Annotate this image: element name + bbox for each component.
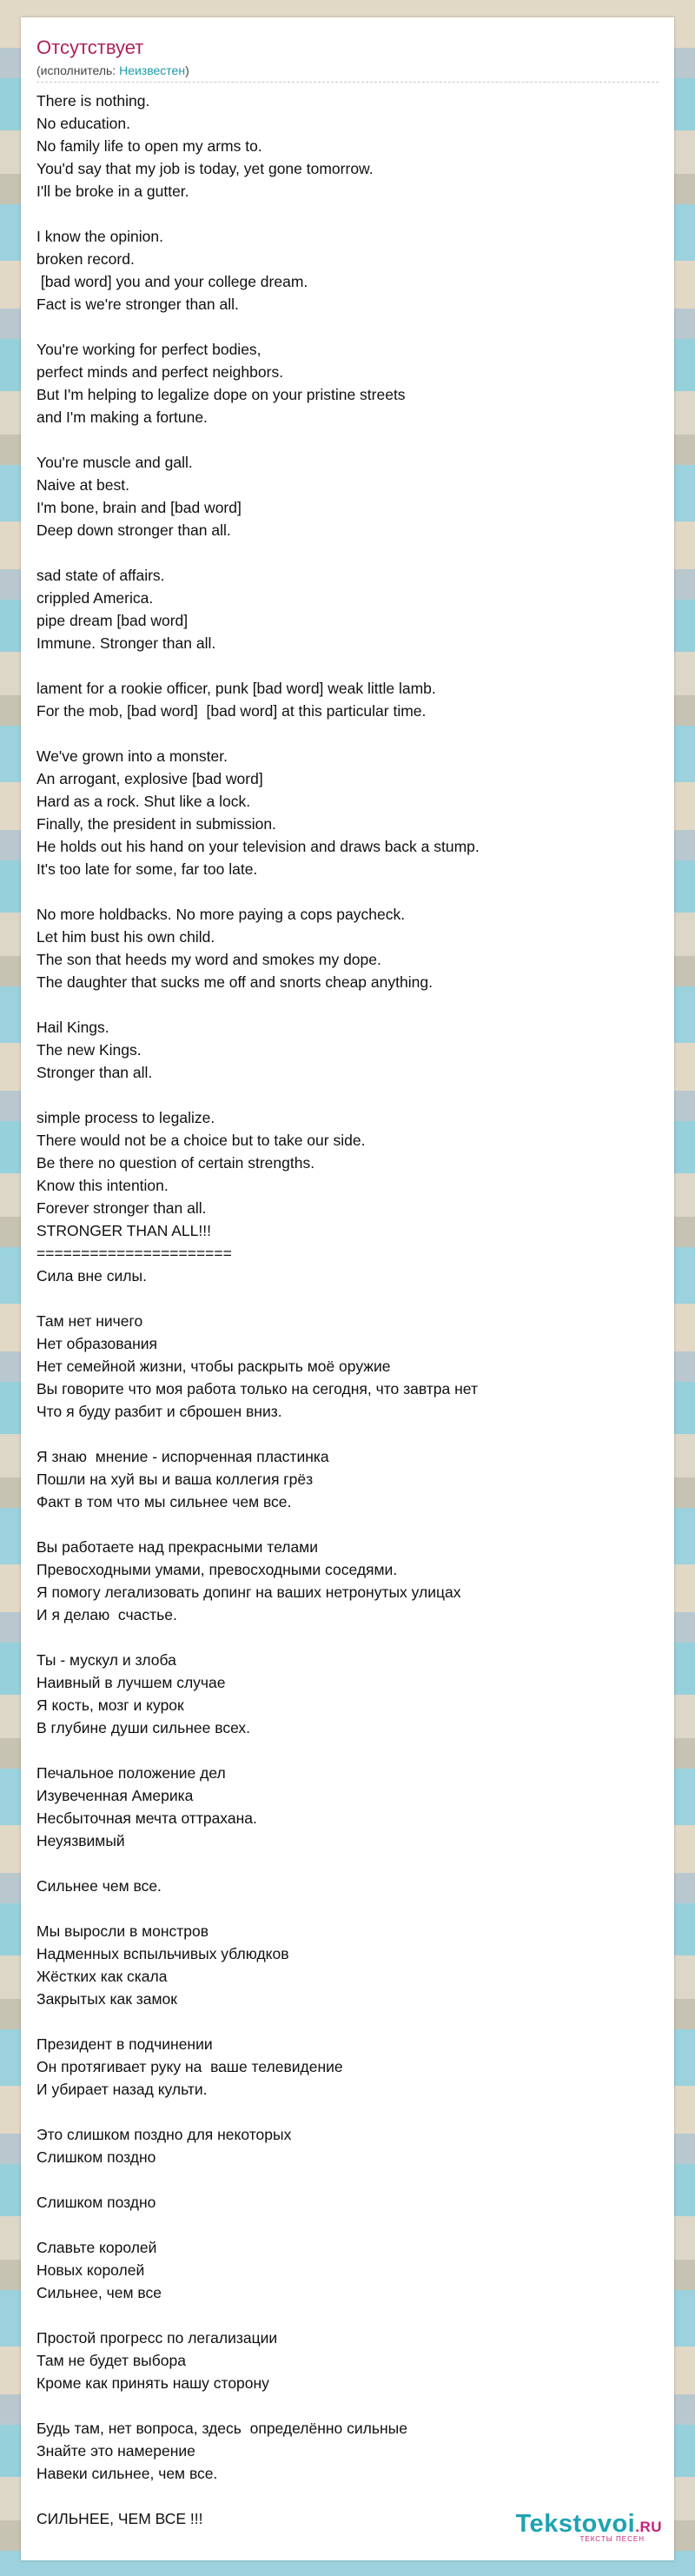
lyrics-line: An arrogant, explosive [bad word] bbox=[36, 770, 263, 787]
lyrics-line: The son that heeds my word and smokes my dope. bbox=[36, 951, 381, 968]
site-logo[interactable] bbox=[516, 2510, 663, 2543]
lyrics-line: Сильнее, чем все bbox=[36, 2284, 162, 2301]
lyrics-line: Он протягивает руку на ваше телевидение bbox=[36, 2058, 343, 2075]
lyrics-line: Наивный в лучшем случае bbox=[36, 1674, 226, 1691]
lyrics-blank-line bbox=[36, 2010, 662, 2033]
lyrics-blank-line bbox=[36, 315, 662, 338]
lyrics-blank-line bbox=[36, 993, 662, 1016]
lyrics-blank-line bbox=[36, 1513, 662, 1536]
lyrics-line: Славьте королей bbox=[36, 2239, 157, 2256]
lyrics-line: Знайте это намерение bbox=[36, 2442, 195, 2460]
lyrics-line: Слишком поздно bbox=[36, 2194, 156, 2211]
lyrics-line: Жёстких как скала bbox=[36, 1968, 168, 1985]
lyrics-line: Нет семейной жизни, чтобы раскрыть моё оружие bbox=[36, 1358, 391, 1375]
lyrics-line: We've grown into a monster. bbox=[36, 747, 228, 765]
lyrics-line: Я знаю мнение - испорченная пластинка bbox=[36, 1448, 329, 1465]
lyrics-line: Сила вне силы. bbox=[36, 1267, 147, 1285]
lyrics-blank-line bbox=[36, 1423, 662, 1445]
lyrics-line: И я делаю счастье. bbox=[36, 1606, 177, 1623]
lyrics-line: You're working for perfect bodies, bbox=[36, 341, 261, 358]
lyrics-line: Простой прогресс по легализации bbox=[36, 2329, 278, 2347]
lyrics-line: Закрытых как замок bbox=[36, 1990, 177, 2008]
lyrics-line: Президент в подчинении bbox=[36, 2035, 213, 2053]
lyrics-line: Что я буду разбит и сброшен вниз. bbox=[36, 1403, 282, 1420]
lyrics-line: Мы выросли в монстров bbox=[36, 1922, 209, 1940]
lyrics-line: Be there no question of certain strengths. bbox=[36, 1154, 315, 1172]
lyrics-line: pipe dream [bad word] bbox=[36, 612, 189, 629]
lyrics-line: I'm bone, brain and [bad word] bbox=[36, 499, 242, 516]
lyrics-blank-line bbox=[36, 1626, 662, 1649]
lyrics-line: Новых королей bbox=[36, 2261, 145, 2279]
lyrics-line: There would not be a choice but to take our side. bbox=[36, 1132, 366, 1149]
logo-name: Tekstovoi bbox=[515, 2510, 636, 2538]
lyrics-line: ====================== bbox=[36, 1245, 232, 1262]
lyrics-line: [bad word] you and your college dream. bbox=[36, 273, 308, 290]
lyrics-line: and I'm making a fortune. bbox=[36, 408, 208, 426]
lyrics-line: Нет образования bbox=[36, 1335, 158, 1352]
lyrics-line: There is nothing. bbox=[36, 92, 150, 110]
lyrics-line: simple process to legalize. bbox=[36, 1109, 215, 1126]
lyrics-line: Stronger than all. bbox=[36, 1064, 153, 1081]
lyrics-line: Hail Kings. bbox=[36, 1019, 109, 1036]
lyrics-text bbox=[36, 90, 662, 2530]
lyrics-line: Сильнее чем все. bbox=[36, 1877, 162, 1895]
lyrics-line: broken record. bbox=[36, 250, 135, 268]
lyrics-line: No family life to open my arms to. bbox=[36, 137, 262, 155]
lyrics-line: Надменных вспыльчивых ублюдков bbox=[36, 1945, 289, 1962]
lyrics-line: Будь там, нет вопроса, здесь определённо сильные bbox=[36, 2420, 407, 2437]
lyrics-line: Finally, the president in submission. bbox=[36, 815, 276, 833]
lyrics-line: Naive at best. bbox=[36, 476, 129, 494]
lyrics-line: perfect minds and perfect neighbors. bbox=[36, 363, 284, 381]
lyrics-line: Это слишком поздно для некоторых bbox=[36, 2126, 292, 2143]
lyrics-blank-line bbox=[36, 1897, 662, 1920]
lyrics-line: No education. bbox=[36, 115, 130, 132]
lyrics-line: Неуязвимый bbox=[36, 1832, 125, 1849]
lyrics-line: The new Kings. bbox=[36, 1041, 142, 1059]
lyrics-line: Там не будет выбора bbox=[36, 2352, 186, 2369]
lyrics-line: Печальное положение дел bbox=[36, 1764, 226, 1782]
lyrics-line: Факт в том что мы сильнее чем все. bbox=[36, 1493, 292, 1510]
lyrics-line: I know the opinion. bbox=[36, 228, 163, 245]
lyrics-blank-line bbox=[36, 428, 662, 451]
lyrics-line: Вы работаете над прекрасными телами bbox=[36, 1538, 318, 1556]
lyrics-line: И убирает назад культи. bbox=[36, 2081, 208, 2098]
lyrics-line: Навеки сильнее, чем все. bbox=[36, 2465, 218, 2482]
logo-tld: .RU bbox=[635, 2519, 662, 2535]
lyrics-line: Изувеченная Америка bbox=[36, 1787, 194, 1804]
lyrics-line: lament for a rookie officer, punk [bad word] weak little lamb. bbox=[36, 680, 436, 697]
artist-line bbox=[36, 63, 189, 78]
lyrics-line: Слишком поздно bbox=[36, 2148, 156, 2166]
lyrics-line: Вы говорите что моя работа только на сегодня, что завтра нет bbox=[36, 1380, 478, 1398]
lyrics-line: crippled America. bbox=[36, 589, 154, 607]
lyrics-blank-line bbox=[36, 202, 662, 225]
lyrics-line: Несбыточная мечта оттрахана. bbox=[36, 1809, 257, 1827]
song-title: Отсутствует bbox=[36, 37, 144, 58]
lyrics-line: You'd say that my job is today, yet gone tomorrow. bbox=[36, 160, 374, 177]
lyrics-blank-line bbox=[36, 1852, 662, 1875]
lyrics-blank-line bbox=[36, 2394, 662, 2417]
lyrics-line: No more holdbacks. No more paying a cops paycheck. bbox=[36, 906, 406, 923]
lyrics-line: Там нет ничего bbox=[36, 1312, 143, 1330]
lyrics-line: Пошли на хуй вы и ваша коллегия грёз bbox=[36, 1471, 314, 1488]
lyrics-blank-line bbox=[36, 1287, 662, 1310]
lyrics-line: Immune. Stronger than all. bbox=[36, 634, 216, 652]
lyrics-blank-line bbox=[36, 2101, 662, 2123]
lyrics-line: СИЛЬНЕЕ, ЧЕМ ВСЕ !!! bbox=[36, 2510, 203, 2527]
lyrics-blank-line bbox=[36, 2214, 662, 2236]
lyrics-blank-line bbox=[36, 722, 662, 745]
lyrics-line: Deep down stronger than all. bbox=[36, 521, 231, 539]
lyrics-line: Let him bust his own child. bbox=[36, 928, 215, 946]
artist-link[interactable]: Неизвестен bbox=[119, 63, 186, 77]
lyrics-line: The daughter that sucks me off and snorts cheap anything. bbox=[36, 973, 433, 991]
lyrics-blank-line bbox=[36, 2304, 662, 2327]
lyrics-blank-line bbox=[36, 1084, 662, 1106]
lyrics-line: Превосходными умами, превосходными соседями. bbox=[36, 1561, 398, 1578]
lyrics-line: sad state of affairs. bbox=[36, 567, 165, 584]
lyrics-line: Я помогу легализовать допинг на ваших нетронутых улицах bbox=[36, 1583, 461, 1601]
artist-suffix: ) bbox=[185, 63, 189, 77]
lyrics-blank-line bbox=[36, 880, 662, 903]
lyrics-blank-line bbox=[36, 2485, 662, 2507]
lyrics-line: Hard as a rock. Shut like a lock. bbox=[36, 793, 251, 810]
lyrics-line: Know this intention. bbox=[36, 1177, 169, 1194]
lyrics-line: For the mob, [bad word] [bad word] at this particular time. bbox=[36, 702, 427, 720]
lyrics-blank-line bbox=[36, 541, 662, 564]
lyrics-line: It's too late for some, far too late. bbox=[36, 860, 258, 878]
lyrics-line: Fact is we're stronger than all. bbox=[36, 295, 239, 313]
title-divider bbox=[36, 82, 659, 83]
lyrics-line: I'll be broke in a gutter. bbox=[36, 183, 189, 200]
lyrics-line: Ты - мускул и злоба bbox=[36, 1651, 176, 1669]
lyrics-line: Я кость, мозг и курок bbox=[36, 1696, 184, 1714]
lyrics-blank-line bbox=[36, 1739, 662, 1762]
logo-tagline: ТЕКСТЫ ПЕСЕН bbox=[579, 2535, 645, 2543]
lyrics-card bbox=[21, 17, 674, 2560]
lyrics-line: Forever stronger than all. bbox=[36, 1199, 207, 1217]
lyrics-blank-line bbox=[36, 654, 662, 677]
lyrics-blank-line bbox=[36, 2168, 662, 2191]
artist-prefix: (исполнитель: bbox=[36, 63, 120, 77]
lyrics-line: You're muscle and gall. bbox=[36, 454, 193, 471]
lyrics-line: But I'm helping to legalize dope on your pristine streets bbox=[36, 386, 406, 403]
lyrics-line: Кроме как принять нашу сторону bbox=[36, 2374, 269, 2392]
lyrics-line: STRONGER THAN ALL!!! bbox=[36, 1222, 211, 1239]
lyrics-line: He holds out his hand on your television and draws back a stump. bbox=[36, 838, 480, 855]
lyrics-line: В глубине души сильнее всех. bbox=[36, 1719, 251, 1736]
